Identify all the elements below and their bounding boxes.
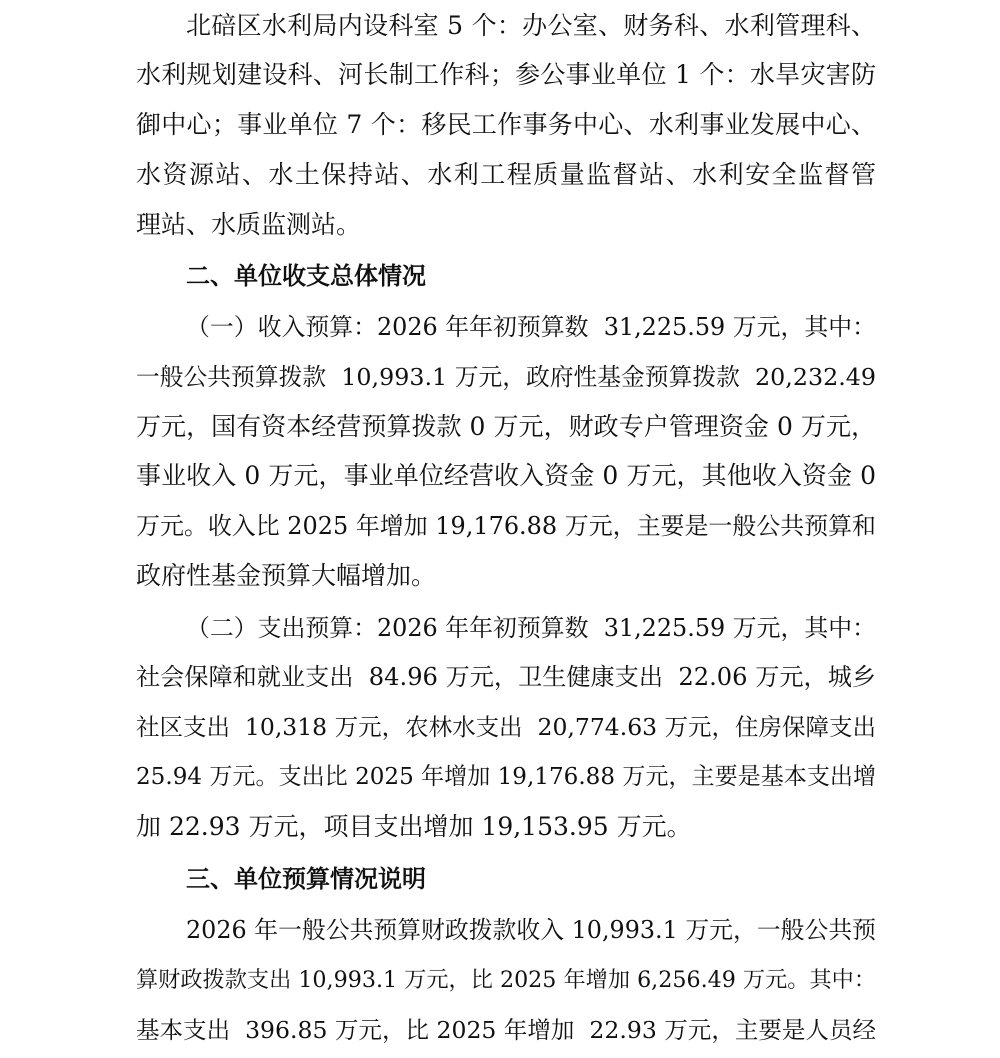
paragraph-income-line-6: 政府性基金预算大幅增加。	[136, 561, 437, 590]
paragraph-expense-line-3: 社区支出 10,318 万元，农林水支出 20,774.63 万元，住房保障支出	[136, 713, 876, 741]
paragraph-org-line-4: 水资源站、水土保持站、水利工程质量监督站、水利安全监督管	[136, 160, 878, 189]
paragraph-income-line-3: 万元，国有资本经营预算拨款 0 万元，财政专户管理资金 0 万元，	[136, 412, 877, 441]
paragraph-budget-line-3: 基本支出 396.85 万元，比 2025 年增加 22.93 万元，主要是人员经	[136, 1016, 877, 1044]
paragraph-income-line-2: 一般公共预算拨款 10,993.1 万元，政府性基金预算拨款 20,232.49	[136, 363, 877, 391]
section-heading-3: 三、单位预算情况说明	[186, 865, 426, 893]
paragraph-expense-line-5: 加 22.93 万元，项目支出增加 19,153.95 万元。	[136, 812, 692, 841]
paragraph-org-line-3: 御中心；事业单位 7 个：移民工作事务中心、水利事业发展中心、	[136, 110, 877, 139]
paragraph-budget-line-2: 算财政拨款支出 10,993.1 万元，比 2025 年增加 6,256.49 万元。其中：	[136, 967, 877, 993]
paragraph-expense-line-1: （二）支出预算：2026 年年初预算数 31,225.59 万元，其中：	[186, 614, 877, 642]
paragraph-expense-line-4: 25.94 万元。支出比 2025 年增加 19,176.88 万元，主要是基本支出增	[136, 764, 877, 790]
section-heading-2: 二、单位收支总体情况	[186, 262, 426, 290]
paragraph-expense-line-2: 社会保障和就业支出 84.96 万元，卫生健康支出 22.06 万元，城乡	[136, 663, 877, 691]
paragraph-org-line-1: 北碚区水利局内设科室 5 个：办公室、财务科、水利管理科、	[186, 11, 877, 40]
paragraph-income-line-4: 事业收入 0 万元，事业单位经营收入资金 0 万元，其他收入资金 0	[136, 461, 877, 490]
paragraph-income-line-5: 万元。收入比 2025 年增加 19,176.88 万元，主要是一般公共预算和	[136, 512, 876, 540]
paragraph-org-line-2: 水利规划建设科、河长制工作科；参公事业单位 1 个：水旱灾害防	[136, 60, 877, 89]
paragraph-org-line-5: 理站、水质监测站。	[136, 210, 362, 239]
paragraph-income-line-1: （一）收入预算：2026 年年初预算数 31,225.59 万元，其中：	[186, 313, 877, 341]
paragraph-budget-line-1: 2026 年一般公共预算财政拨款收入 10,993.1 万元，一般公共预	[186, 916, 876, 944]
